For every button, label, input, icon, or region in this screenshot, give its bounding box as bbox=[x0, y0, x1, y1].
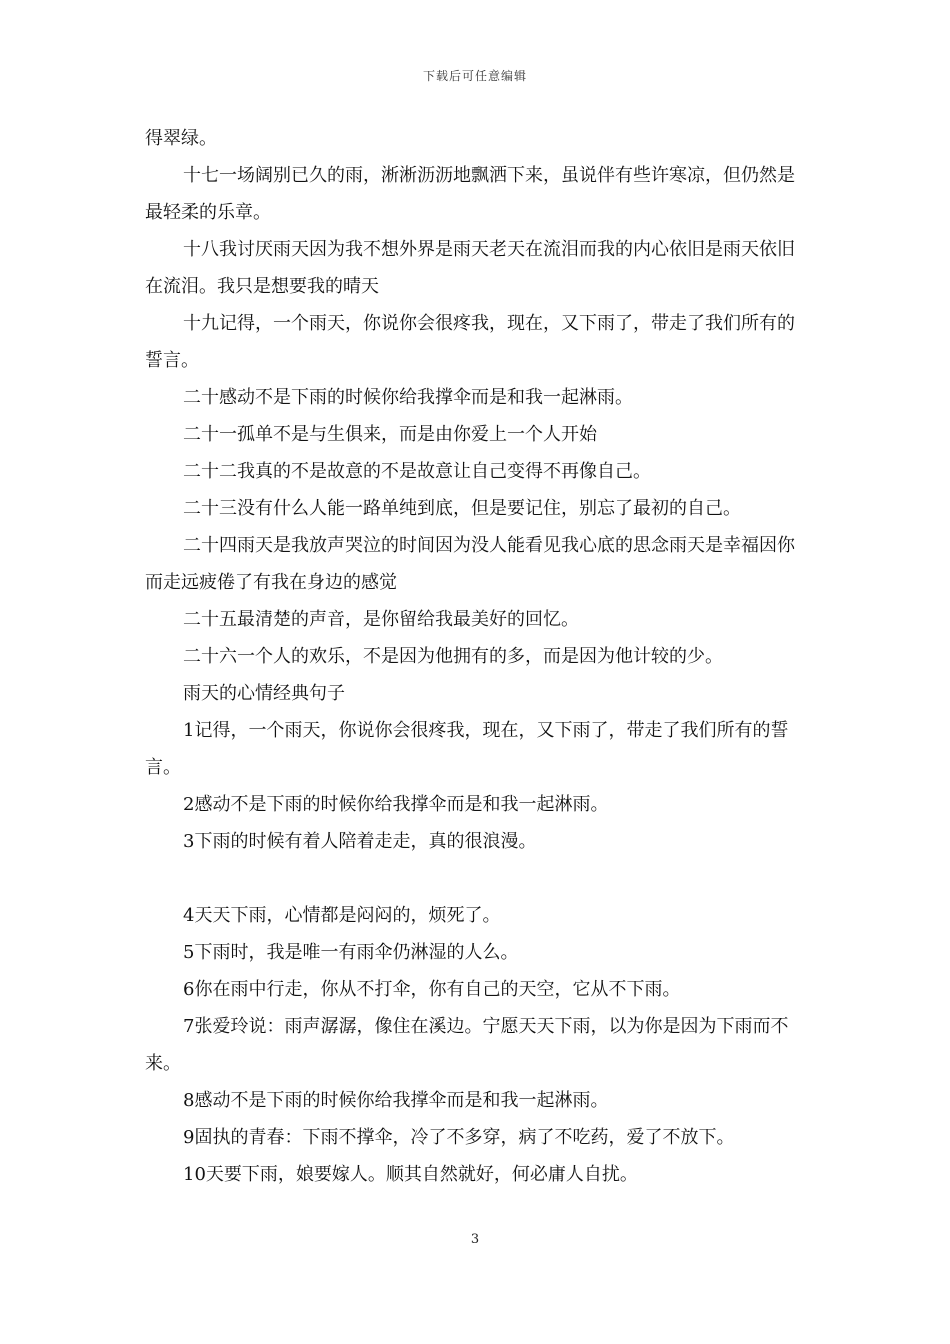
paragraph: 得翠绿。 bbox=[145, 128, 217, 149]
numbered-item: 6你在雨中行走，你从不打伞，你有自己的天空，它从不下雨。 bbox=[183, 979, 681, 1000]
paragraph: 二十感动不是下雨的时候你给我撑伞而是和我一起淋雨。 bbox=[183, 387, 633, 408]
numbered-item: 1记得，一个雨天，你说你会很疼我，现在，又下雨了，带走了我们所有的誓言。 bbox=[145, 720, 789, 778]
paragraph: 二十五最清楚的声音，是你留给我最美好的回忆。 bbox=[183, 609, 579, 630]
section-heading: 雨天的心情经典句子 bbox=[183, 683, 345, 704]
numbered-item: 4天天下雨，心情都是闷闷的，烦死了。 bbox=[183, 905, 501, 926]
paragraph: 二十一孤单不是与生俱来，而是由你爱上一个人开始 bbox=[183, 424, 597, 445]
paragraph: 二十四雨天是我放声哭泣的时间因为没人能看见我心底的思念雨天是幸福因你而走远疲倦了有我在身边的感觉 bbox=[145, 535, 795, 593]
page-number: 3 bbox=[470, 1232, 480, 1247]
numbered-item: 5下雨时，我是唯一有雨伞仍淋湿的人么。 bbox=[183, 942, 519, 963]
numbered-item: 7张爱玲说：雨声潺潺，像住在溪边。宁愿天天下雨，以为你是因为下雨而不来。 bbox=[145, 1016, 789, 1074]
paragraph: 十七一场阔别已久的雨，淅淅沥沥地飘洒下来，虽说伴有些许寒凉，但仍然是最轻柔的乐章。 bbox=[145, 165, 795, 223]
paragraph: 二十六一个人的欢乐，不是因为他拥有的多，而是因为他计较的少。 bbox=[183, 646, 723, 667]
document-body bbox=[145, 120, 810, 1193]
blank-line bbox=[145, 860, 810, 897]
numbered-item: 8感动不是下雨的时候你给我撑伞而是和我一起淋雨。 bbox=[183, 1090, 609, 1111]
page-header: 下载后可任意编辑 bbox=[422, 69, 527, 83]
numbered-item: 9固执的青春：下雨不撑伞，冷了不多穿，病了不吃药，爱了不放下。 bbox=[183, 1127, 735, 1148]
paragraph: 十八我讨厌雨天因为我不想外界是雨天老天在流泪而我的内心依旧是雨天依旧在流泪。我只是想要我的晴天 bbox=[145, 239, 795, 297]
numbered-item: 10天要下雨，娘要嫁人。顺其自然就好，何必庸人自扰。 bbox=[183, 1164, 638, 1185]
paragraph: 二十二我真的不是故意的不是故意让自己变得不再像自己。 bbox=[183, 461, 651, 482]
numbered-item: 3下雨的时候有着人陪着走走，真的很浪漫。 bbox=[183, 831, 537, 852]
paragraph: 二十三没有什么人能一路单纯到底，但是要记住，别忘了最初的自己。 bbox=[183, 498, 741, 519]
numbered-item: 2感动不是下雨的时候你给我撑伞而是和我一起淋雨。 bbox=[183, 794, 609, 815]
paragraph: 十九记得，一个雨天，你说你会很疼我，现在，又下雨了，带走了我们所有的誓言。 bbox=[145, 313, 795, 371]
